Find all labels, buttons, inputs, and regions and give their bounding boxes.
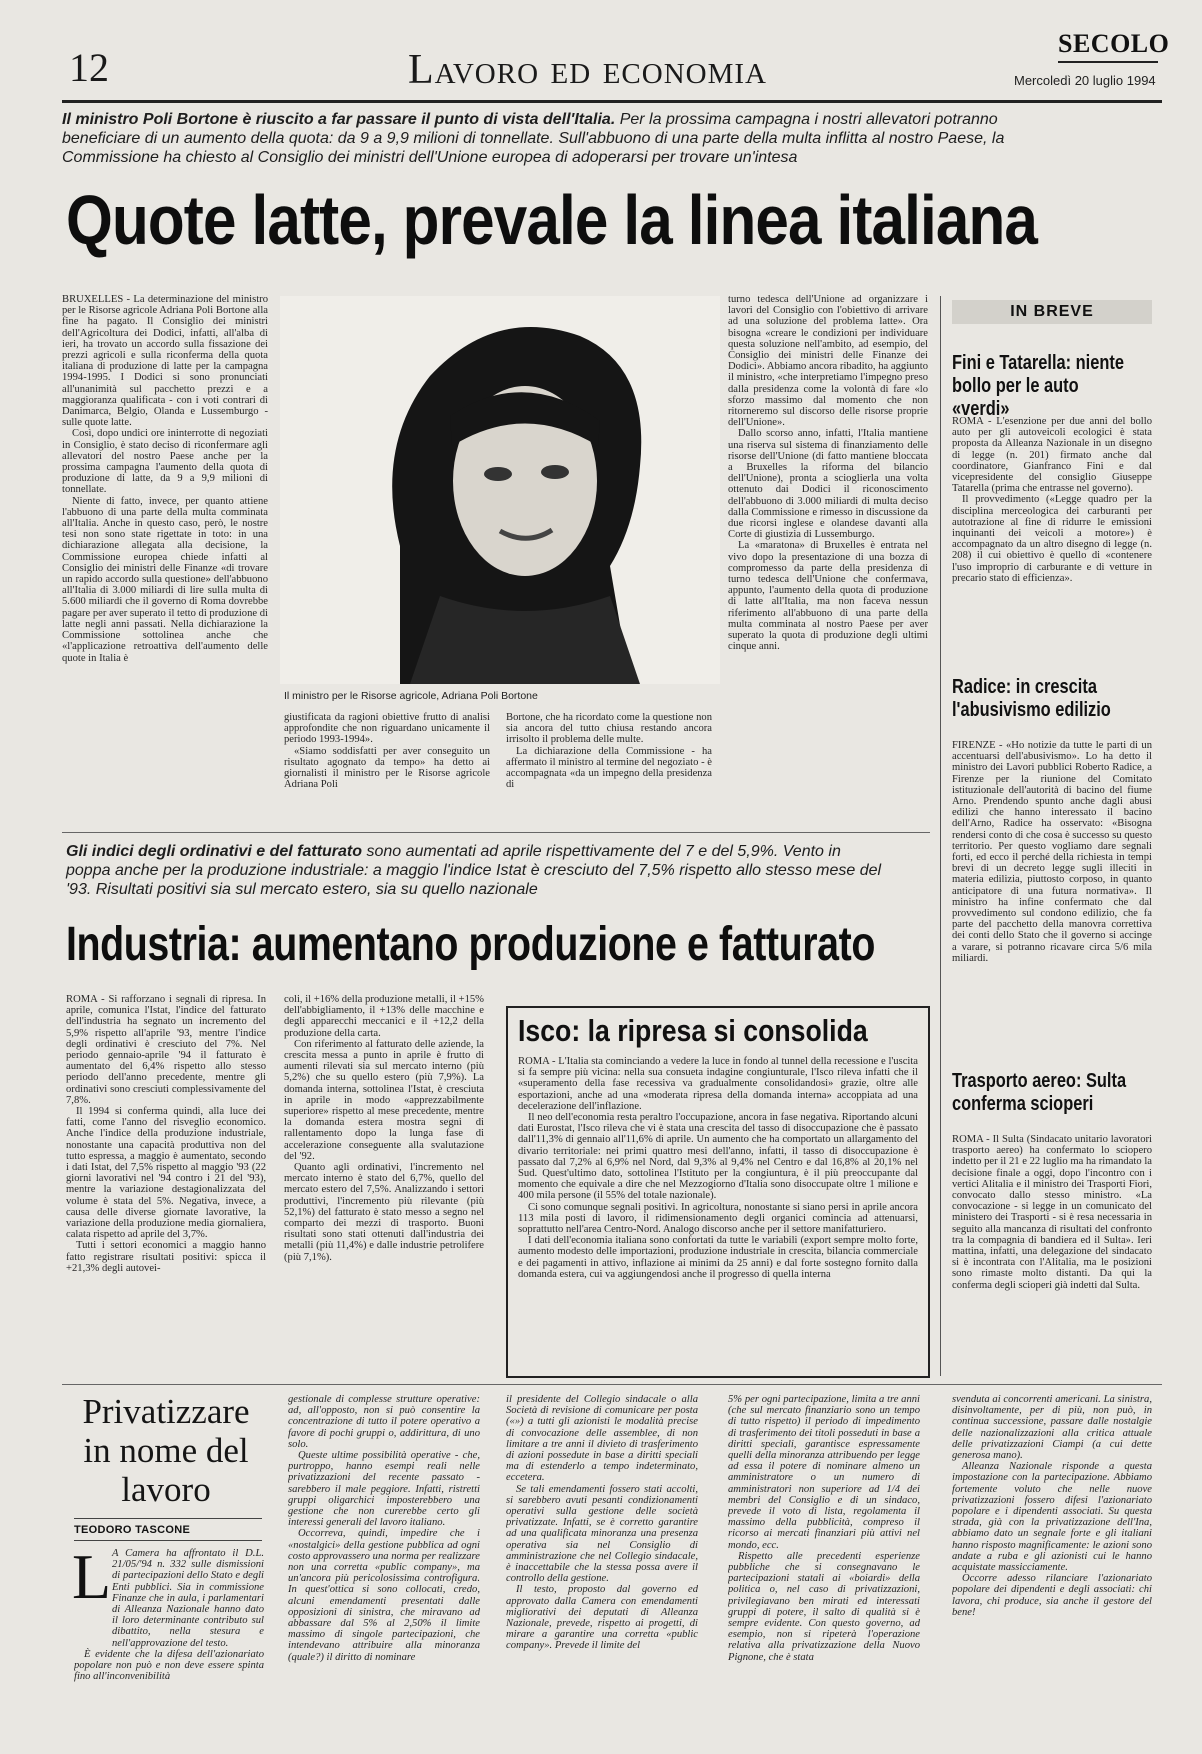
article3-column-1: A Camera ha affrontato il D.L. 21/05/'94 n. 332 sulle dismissioni di partecipazioni dello Stato e degli Enti pubblici. Sia in commissione Finanze che in aula, i parlamentari di Alleanza Nazionale hanno dato il loro determinante contributo sul dibattito, nella stesura e nell'approvazione del testo. È evidente che la difesa dell'azionariato popolare non può e non deve essere spinta fino all'inconvenibilità (74, 1548, 264, 1683)
isco-box-title: Isco: la ripresa si consolida (518, 1013, 868, 1048)
issue-date: Mercoledì 20 luglio 1994 (1014, 73, 1156, 88)
article1-kicker-rest: Per la prossima campagna i nostri allevatori potranno beneficiare di un aumento della quota: da 9 a 9,9 milioni di tonnellate. Sull'abbuono di una parte della multa inflitta al nostro Paese, la Commissione ha chiesto al Consiglio dei ministri dell'Unione europea di adoperarsi per trovare un'intesa (62, 111, 1005, 166)
minister-portrait-image (280, 296, 720, 684)
article3-column-5: svenduta ai concorrenti americani. La sinistra, disinvoltamente, per di più, non può, in continua successione, passare dalle nostalgie delle nazionalizzazioni alla critica attuale delle privatizzazioni Ciampi (a cui dette generosa mano). Alleanza Nazionale risponde a questa impostazione con la partecipazione. Abbiamo fortemente voluto che nelle nuove privatizzazioni fossero difesi l'azionariato popolare e i dipendenti associati. Su questa strada, già con la privatizzazione dell'Ina, abbiamo dato un segnale forte e gli italiani hanno risposto magnificamente: le azioni sono andate a ruba e gli azionisti cui le hanno acquistate massicciamente. Occorre adesso rilanciare l'azionariato popolare dei dipendenti e degli associati: chi lavora, chi produce, sia anche il gestore del bene! (952, 1394, 1152, 1618)
article3-author: TEODORO TASCONE (74, 1524, 191, 1536)
paper-name-rule (1058, 61, 1158, 63)
article1-column-1: BRUXELLES - La determinazione del ministro per le Risorse agricole Adriana Poli Bortone alla fine ha pagato. Il Consiglio dei ministri dell'Agricoltura dei Dodici, infatti, all'alba di ieri, ha trovato un accordo sulla fissazione dei prezzi agricoli e sulla riconferma della quota italiana di produzione di latte per la campagna 1994-1995. I Dodici si sono pronunciati all'unanimità sul pacchetto prezzi e a maggioranza qualificata - con i voti contrari di Danimarca, Belgio, Olanda e Lussemburgo - sulle quote latte. Così, dopo undici ore ininterrotte di negoziati in Consiglio, è stato deciso di riconfermare agli allevatori del nostro Paese anche per la prossima campagna l'aumento della quota di produzione di latte, da 9 a 9,9 milioni di tonnellate. Niente di fatto, invece, per quanto attiene l'abbuono di una parte della multa comminata all'Italia. Anche in questo caso, però, le nostre tesi non sono state rigettate in toto: in una dichiarazione allegata alla decisione, la Commissione europea chiede infatti al Consiglio dei ministri delle Finanze «di trovare un rapido accordo sulla questione» dell'abbuono all'Italia di 3.000 miliardi di lire sulla multa di 5.600 miliardi che il governo di Roma dovrebbe pagare per aver superato il tetto di produzione di latte negli anni passati. Nella dichiarazione la Commissione sottolinea anche che «l'applicazione retroattiva dell'aumento delle quote in Italia è (62, 294, 268, 664)
article2-kicker (66, 842, 886, 899)
article3-column-3: il presidente del Collegio sindacale o alla Società di revisione di comunicare per posta («») a tutti gli azionisti le modalità precise di convocazione delle assemblee, di non limitare a tre anni il divieto di trasferimento di azioni possedute in base a diritti speciali ma di estenderlo a tempo indeterminato, eccetera. Se tali emendamenti fossero stati accolti, si sarebbero avuti pesanti condizionamenti operativi sulla gestione delle società privatizzate. Infatti, se è corretto garantire ad una qualificata minoranza una presenza operativa sia nel Consiglio di amministrazione che nel Collegio sindacale, è inaccettabile che la stessa possa avere il controllo della gestione. Il testo, proposto dal governo ed approvato dalla Camera con emendamenti migliorativi dei deputati di Alleanza Nazionale, prevede, rispetto ai progetti, di mirare a garantire una corretta «public company». Prevede il limite del (506, 1394, 698, 1652)
brief-item-2-title: Radice: in crescita l'abusivismo edilizio (952, 676, 1111, 721)
article3-column-2: gestionale di complesse strutture operative: ad, all'opposto, non si può consentire la concentrazione di tutto il potere operativo a favore di pochi gruppi o, addirittura, di uno solo. Queste ultime possibilità operative - che, purtroppo, hanno esempi reali nelle privatizzazioni del recente passato - sarebbero il male peggiore. Infatti, ristretti gruppi oligarchici imposterebbero una gestione che non curerebbe certo gli interessi generali del lavoro italiano. Occorreva, quindi, impedire che i «nostalgici» della gestione pubblica ad ogni costo approvassero una norma per realizzare non una corretta «public company», ma un'ancora più pericolosissima controfigura. In quest'ottica si sono collocati, credo, alcuni emendamenti presentati dalle opposizioni di sinistra, che miravano ad abbassare dal 5% al 2,50% il limite massimo di singole partecipazioni, che intendevano attribuire alla minoranza (quale?) il diritto di nominare (288, 1394, 480, 1663)
article2-column-2: coli, il +16% della produzione metalli, il +15% dell'abbigliamento, il +13% delle macchine e degli apparecchi meccanici e il +12,2 della produzione della carta. Con riferimento al fatturato delle aziende, la crescita messa a punto in aprile è frutto di aumenti rilevati sia sul mercato interno (più 5,2%) che su quello estero (più 7,9%). La domanda interna, sottolinea l'Istat, è cresciuta in aprile in modo «apprezzabilmente superiore» rispetto al mese precedente, mentre la domanda estera mostra segni di rallentamento dopo la lunga fase di accelerazione conseguente alla svalutazione del '92. Quanto agli ordinativi, l'incremento nel mercato interno è stato del 6,7%, quello del mercato estero del 7,5%. Analizzando i settori produttivi, l'incremento più rilevante (più 52,1%) del fatturato è stato messo a segno nel comparto dei mezzi di trasporto. Buoni risultati sono stati ottenuti dall'industria dei metalli (più 11,4%) e dalle industrie petrolifere (più 7,1%). (284, 994, 484, 1263)
article2-column-1: ROMA - Si rafforzano i segnali di ripresa. In aprile, comunica l'Istat, l'indice del fatturato dell'industria ha segnato un incremento del 5,9% rispetto all'aprile '93, mentre l'indice degli ordinativi è cresciuto del 7%. Nel periodo gennaio-aprile '94 il fatturato è aumentato del 6,4% rispetto allo stesso periodo dell'anno precedente, mentre gli ordinativi sono cresciuti complessivamente del 7,8%. Il 1994 si conferma quindi, alla luce dei fatti, come l'anno del risveglio economico. Anche l'indice della produzione industriale, nonostante una capacità produttiva non del tutto espressa, a maggio è aumentato, secondo i dati Istat, del 7,5% rispetto al maggio '93 (22 giorni lavorativi nel '94 contro i 21 del '93), mentre la variazione destagionalizzata del volume è stata del 5%. Negativa, invece, a causa delle diverse giornate lavorative, la variazione della produzione media giornaliera, calata rispetto ad aprile del 3,7%. Tutti i settori economici a maggio hanno fatto registrare risultati positivi: spicca il +21,3% degli autovei- (66, 994, 266, 1274)
section-title: Lavoro ed economia (408, 47, 767, 93)
brief-item-1-title: Fini e Tatarella: niente bollo per le auto «verdi» (952, 352, 1124, 420)
article1-column-4: turno tedesca dell'Unione ad organizzare i lavori del Consiglio con l'obiettivo di arrivare ad una soluzione del problema latte». Ora bisogna «creare le condizioni per individuare questa soluzione nell'ambito, ad esempio, del Consiglio dei ministri delle Finanze dei Dodici». Abbiamo ancora ribadito, ha aggiunto il ministro, «che interpretiamo l'impegno preso dalla presidenza come la volontà di fare «lo sforzo massimo dal momento che non ritorneremo sul discorso delle risorse proprie dell'Unione». Dallo scorso anno, infatti, l'Italia mantiene una riserva sul sistema di finanziamento delle risorse dell'Unione (di fatto mantiene bloccata a Bruxelles la riforma del bilancio dell'Unione), pronta a scioglierla una volta ottenuto dai Dodici il riconoscimento dell'abbuono di 3.000 miliardi di multa deciso dalla Commissione e rimesso in discussione da due ricorsi inglese e olandese davanti alla Corte di giustizia di Lussemburgo. La «maratona» di Bruxelles è entrata nel vivo dopo la presentazione di una bozza di compromesso da parte della presidenza di turno tedesca dell'Unione che confermava, appunto, l'aumento della quota di produzione di latte all'Italia, ma non faceva nessun riferimento all'abbuono di una parte della multa comminata al nostro Paese per aver superato la quota di produzione degli ultimi cinque anni. (728, 294, 928, 653)
header-rule (62, 100, 1162, 103)
article1-column-2: giustificata da ragioni obiettive frutto di analisi approfondite che non riguardano unicamente il periodo 1993-1994». «Siamo soddisfatti per aver conseguito un risultato agognato da tempo» ha detto ai giornalisti il ministro per le Risorse agricole Adriana Poli (284, 712, 490, 791)
article2-kicker-rest: sono aumentati ad aprile rispettivamente del 7 e del 5,9%. Vento in poppa anche per la produzione industriale: a maggio l'indice Istat è cresciuto del 7,5% rispetto allo stesso mese del '93. Risultati positivi sia sul mercato estero, sia su quello nazionale (66, 843, 882, 898)
brief-item-2-body: FIRENZE - «Ho notizie da tutte le parti di un accentuarsi dell'abusivismo». Lo ha detto il ministro dei Lavori pubblici Roberto Radice, a Firenze per la riunione del Comitato istituzionale dell'autorità di bacino del fiume Arno. Prendendo spunto anche dagli abusi edilizi che hanno interessato il bacino dell'Arno, Radice ha osservato: «Bisogna rendersi conto di che cosa è successo su questo territorio. Per questo vogliamo dare segnali forti, ed ecco il perché della richiesta in tempi brevi di un decreto legge sugli illeciti in materia edilizia, piuttosto corposo, in quanto anticipatore di una futura normativa». Il ministro ha infine confermato che dal provvedimento sul condono edilizio, che fa parte del pacchetto della manovra correttiva dei conti dello Stato che il governo si accinge a varare, si potranno ricavare circa 5/6 mila miliardi. (952, 740, 1152, 964)
photo-caption: Il ministro per le Risorse agricole, Adriana Poli Bortone (284, 690, 538, 702)
brief-item-1-body: ROMA - L'esenzione per due anni del bollo auto per gli autoveicoli ecologici è stata proposta da Alleanza Nazionale in un disegno di legge (n. 201) firmato anche dal coordinatore, Gianfranco Fini e dal vicepresidente del consiglio Giuseppe Tatarella (prima che entrasse nel governo). Il provvedimento («Legge quadro per la disciplina merceologica dei carburanti per autotrazione al fine di ridurre le emissioni inquinanti dei veicoli a motore») è accompagnato da un altro disegno di legge (n. 208) il cui obiettivo è quello di «contenere l'uso improprio di carburante e di vetture in precario stato di efficienza». (952, 416, 1152, 584)
article3-headline: Privatizzare in nome del lavoro (82, 1392, 250, 1509)
paper-name: SECOLO (1058, 29, 1170, 58)
brief-label: IN BREVE (952, 300, 1152, 324)
vertical-rule-brief (940, 296, 941, 1376)
article1-column-3: Bortone, che ha ricordato come la questione non sia ancora del tutto chiusa restando ancora irrisolto il problema delle multe. La dichiarazione della Commissione - ha affermato il ministro al termine del negoziato - è accompagnata «da un impegno della presidenza di (506, 712, 712, 791)
article1-kicker (62, 110, 1062, 167)
article3-author-rule (74, 1518, 262, 1519)
isco-box-body: ROMA - L'Italia sta cominciando a vedere la luce in fondo al tunnel della recessione e l'uscita si fa sempre più vicina: nella sua consueta indagine congiunturale, l'Isco rileva infatti che il «superamento della fase recessiva va gradualmente consolidandosi» grazie, oltre alle esportazioni, anche ad una «moderata ripresa della domanda interna» accoppiata ad una decelerazione dell'inflazione. Il neo dell'economia resta peraltro l'occupazione, ancora in fase negativa. Riportando alcuni dati Eurostat, l'Isco rileva che vi è stata una crescita del tasso di disoccupazione che è passato dall'11,3% di gennaio all'11,6% di aprile. Un aumento che ha comportato un allargamento del divario territoriale: nei primi quattro mesi dell'anno, infatti, il tasso di disoccupazione è passato dal 7,2% al 6,9% nel Nord, dal 9,3% al 9,4% nel Centro e dal 16,8% al 20,1% nel Sud. Quest'ultimo dato, sottolinea l'Istituto per la congiuntura, è il più preoccupante dal momento che equivale a dire che nel Mezzogiorno d'Italia sono disoccupate oltre 1 milione e 400 mila persone (il 55% del totale nazionale). Ci sono comunque segnali positivi. In agricoltura, nonostante si siano persi in aprile ancora 113 mila posti di lavoro, il ridimensionamento degli organici comincia ad attenuarsi, soprattutto nell'area Centro-Nord. Analogo discorso anche per il settore manifatturiero. I dati dell'economia italiana sono confortati da tutte le variabili (export sempre molto forte, aumento modesto delle importazioni, produzione industriale in crescita, bilancia commerciale e dei pagamenti in attivo, inflazione ai minimi da 25 anni) e dal forte sostegno fornito dalla domanda estera, cui va aggiungendosi anche il progresso di quella interna (518, 1056, 918, 1280)
article3-column-4: 5% per ogni partecipazione, limita a tre anni (che sul mercato finanziario sono un tempo di tutto rispetto) il periodo di impedimento di trasferimento dei titoli posseduti in base a diritti speciali, garantisce espressamente quelli della minoranza attribuendo per legge ad essa il potere di nominare almeno un amministratore o un numero di amministratori non superiore ad 1/4 dei membri del Consiglio e di un sindaco, prevede il voto di lista, regolamenta il massimo della pubblicità, compreso il ricorso ai mercati finanziari più attivi nel mondo, ecc. Rispetto alle precedenti esperienze pubbliche che si consegnavano le partecipazioni statali ai «boiardi» della politica o, nel caso di privatizzazioni, privilegiavano ben mirati ed interessati gruppi di potere, il salto di qualità si è sempre evidente. Con questo governo, ad esempio, non si ripeterà l'operazione relativa alla privatizzazione della Nuovo Pignone, che è stata (728, 1394, 920, 1663)
page-number: 12 (69, 45, 109, 90)
article1-headline: Quote latte, prevale la linea italiana (66, 181, 1038, 259)
article1-bottom-rule (62, 832, 930, 833)
article3-dropcap: L (72, 1541, 112, 1612)
article2-kicker-bold: Gli indici degli ordinativi e del fatturato (66, 843, 363, 860)
brief-item-3-body: ROMA - Il Sulta (Sindacato unitario lavoratori trasporto aereo) ha confermato lo sciopero indetto per il 21 e 22 luglio ma ha rimandato la decisione finale a oggi, dopo l'incontro con i vertici Alitalia e il ministro dei Trasporti Fiori, convocato dallo stesso ministro. «La convocazione - si legge in un comunicato del ministero dei Trasporti - si è resa necessaria in seguito alla mancanza di risultati del confronto tra la compagnia di bandiera ed il Sulta». Ieri mattina, infatti, una delegazione del sindacato si è incontrata con l'Alitalia, ma le posizioni sono rimaste molto distanti. Da qui la conferma degli scioperi già indetti dal Sulta. (952, 1134, 1152, 1291)
brief-item-3-title: Trasporto aereo: Sulta conferma scioperi (952, 1070, 1127, 1115)
minister-photo (280, 296, 720, 684)
article2-bottom-rule (62, 1384, 1162, 1385)
article1-kicker-bold: Il ministro Poli Bortone è riuscito a far passare il punto di vista dell'Italia. (62, 111, 616, 128)
article2-headline: Industria: aumentano produzione e fatturato (66, 918, 875, 971)
